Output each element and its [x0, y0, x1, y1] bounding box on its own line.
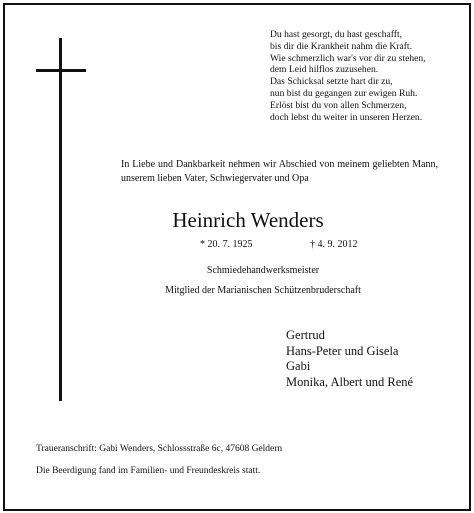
mourners-list [286, 328, 413, 390]
intro-text: In Liebe und Dankbarkeit nehmen wir Abschied von meinem geliebten Mann, unserem lieben Vater, Schwiegervater und Opa [121, 159, 438, 184]
profession: Schmiedehandwerksmeister [206, 265, 320, 276]
poem-line: Du hast gesorgt, du hast geschafft, [270, 29, 403, 40]
cross-icon-bar [36, 69, 86, 72]
poem-line: Erlöst bist du von allen Schmerzen, [270, 99, 407, 111]
poem-line: doch lebst du weiter in unseren Herzen. [270, 111, 423, 123]
birth-date: * 20. 7. 1925 [200, 239, 253, 250]
mourner: Gertrud [286, 328, 325, 342]
mourner: Hans-Peter und Gisela [286, 343, 399, 358]
mourner: Gabi [286, 359, 311, 373]
deceased-name: Heinrich Wenders [172, 208, 324, 232]
mourning-address: Traueranschrift: Gabi Wenders, Schlossstraße 6c, 47608 Geldern [36, 444, 283, 454]
poem-line: Das Schicksal setzte hart dir zu, [270, 76, 393, 88]
membership: Mitglied der Marianischen Schützenbruderschaft [165, 285, 361, 296]
death-date: † 4. 9. 2012 [310, 239, 358, 250]
poem-line: Wie schmerzlich war's vor dir zu stehen, [270, 52, 426, 64]
poem-line: nun bist du gegangen zur ewigen Ruh. [270, 87, 418, 99]
funeral-note: Die Beerdigung fand im Familien- und Freundeskreis statt. [36, 466, 261, 476]
poem-line: dem Leid hilflos zuzusehen. [270, 64, 379, 76]
poem [270, 29, 426, 123]
mourner: Monika, Albert und René [286, 374, 414, 389]
poem-line: bis dir die Krankheit nahm die Kraft. [270, 40, 412, 52]
